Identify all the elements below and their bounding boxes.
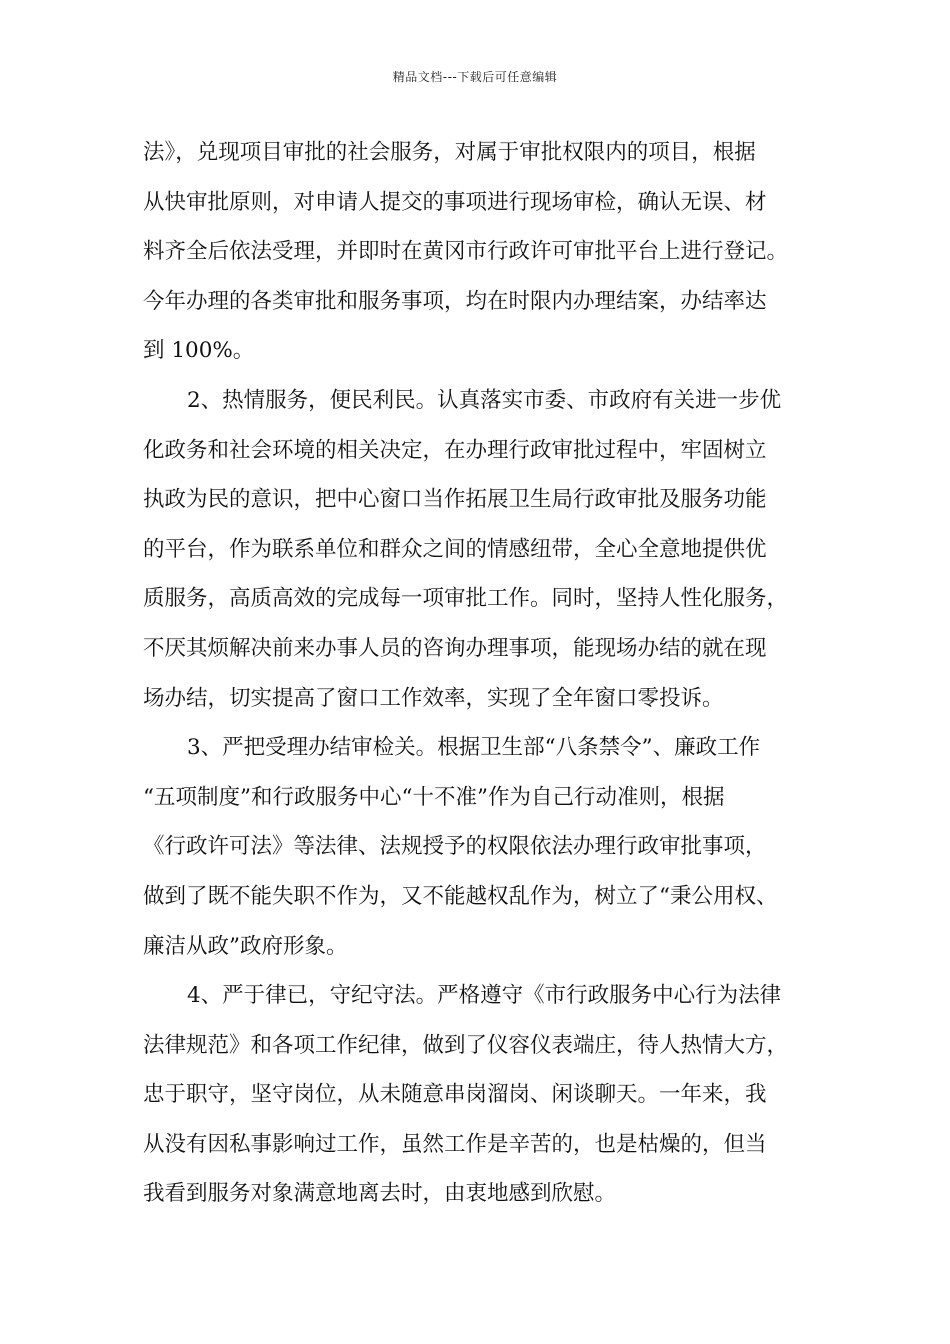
- text-line: 今年办理的各类审批和服务事项，均在时限内办理结案，办结率达: [143, 288, 767, 314]
- text-line: 廉洁从政”政府形象。: [143, 933, 348, 959]
- document-body: [143, 128, 833, 1219]
- text-line: 执政为民的意识，把中心窗口当作拓展卫生局行政审批及服务功能: [143, 487, 767, 513]
- text-line: 法律规范》和各项工作纪律，做到了仪容仪表端庄，待人热情大方，: [143, 1032, 789, 1058]
- text-line: 不厌其烦解决前来办事人员的咨询办理事项，能现场办结的就在现: [143, 635, 767, 661]
- text-line: 质服务，高质高效的完成每一项审批工作。同时，坚持人性化服务，: [143, 586, 789, 612]
- text-line: “五项制度”和行政服务中心“十不准”作为自己行动准则，根据: [143, 784, 725, 810]
- text-line: 我看到服务对象满意地离去时，由衷地感到欣慰。: [143, 1181, 617, 1207]
- paragraph-first-line: 4、严于律已，守纪守法。严格遵守《市行政服务中心行为法律: [187, 983, 782, 1009]
- text-line: 忠于职守，坚守岗位，从未随意串岗溜岗、闲谈聊天。一年来，我: [143, 1082, 767, 1108]
- text-line: 从快审批原则，对申请人提交的事项进行现场审检，确认无误、材: [143, 189, 767, 215]
- text-line: 做到了既不能失职不作为，又不能越权乱作为，树立了“秉公用权、: [143, 883, 778, 909]
- paragraph-first-line: 3、严把受理办结审检关。根据卫生部“八条禁令”、廉政工作: [187, 735, 761, 761]
- text-line: 化政务和社会环境的相关决定，在办理行政审批过程中，牢固树立: [143, 437, 767, 463]
- text-line: 场办结，切实提高了窗口工作效率，实现了全年窗口零投诉。: [143, 685, 724, 711]
- text-line: 的平台，作为联系单位和群众之间的情感纽带，全心全意地提供优: [143, 536, 767, 562]
- text-line: 料齐全后依法受理，并即时在黄冈市行政许可审批平台上进行登记。: [143, 239, 789, 265]
- text-line: 《行政许可法》等法律、法规授予的权限依法办理行政审批事项，: [143, 834, 767, 860]
- page-header: 精品文档---下载后可任意编辑: [392, 70, 558, 84]
- text-line: 法》，兑现项目审批的社会服务，对属于审批权限内的项目，根据: [143, 140, 756, 165]
- paragraph-first-line: 2、热情服务，便民利民。认真落实市委、市政府有关进一步优: [187, 387, 782, 413]
- text-line: 到 100%。: [143, 338, 255, 364]
- text-line: 从没有因私事影响过工作，虽然工作是辛苦的，也是枯燥的，但当: [143, 1131, 767, 1157]
